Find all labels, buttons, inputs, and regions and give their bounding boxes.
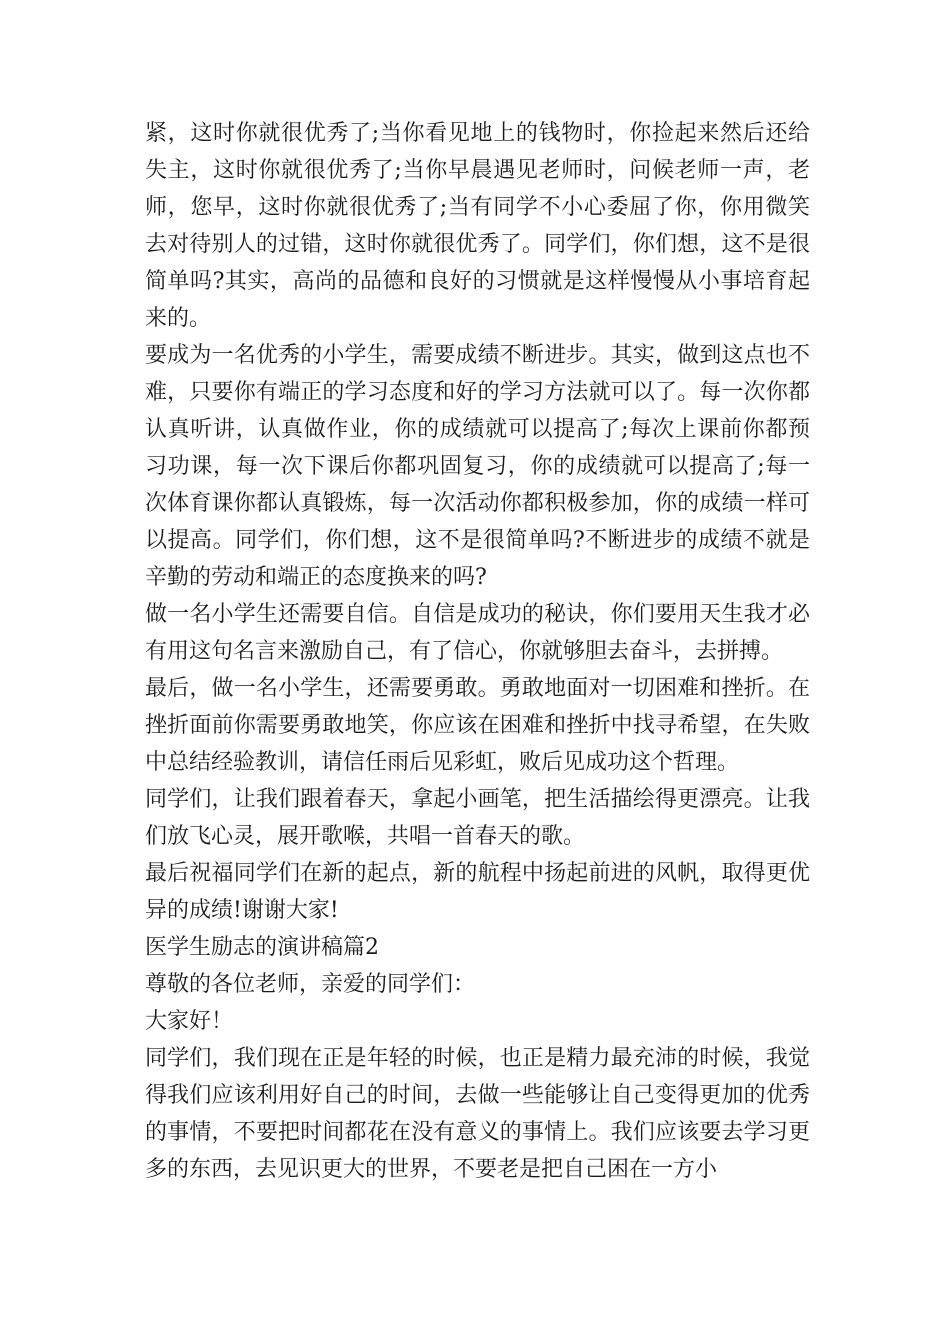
paragraph: 同学们，我们现在正是年轻的时候，也正是精力最充沛的时候，我觉得我们应该利用好自己的时间，去做一些能够让自己变得更加的优秀的事情，不要把时间都花在没有意义的事情上。我们应该要去学习更多的东西，去见识更大的世界，不要老是把自己困在一方小 (145, 1046, 810, 1182)
paragraph: 最后，做一名小学生，还需要勇敢。勇敢地面对一切困难和挫折。在挫折面前你需要勇敢地笑，你应该在困难和挫折中找寻希望，在失败中总结经验教训，请信任雨后见彩虹，败后见成功这个哲理。 (145, 676, 810, 775)
paragraph: 要成为一名优秀的小学生，需要成绩不断进步。其实，做到这点也不难，只要你有端正的学习态度和好的学习方法就可以了。每一次你都认真听讲，认真做作业，你的成绩就可以提高了;每次上课前你都预习功课，每一次下课后你都巩固复习，你的成绩就可以提高了;每一次体育课你都认真锻炼，每一次活动你都积极参加，你的成绩一样可以提高。同学们，你们想，这不是很简单吗?不断进步的成绩不就是辛勤的劳动和端正的态度换来的吗? (145, 343, 810, 590)
paragraph: 同学们，让我们跟着春天，拿起小画笔，把生活描绘得更漂亮。让我们放飞心灵，展开歌喉，共唱一首春天的歌。 (145, 787, 810, 849)
document-body (145, 115, 810, 1188)
paragraph: 做一名小学生还需要自信。自信是成功的秘诀，你们要用天生我才必有用这句名言来激励自己，有了信心，你就够胆去奋斗，去拼搏。 (145, 602, 810, 664)
greeting: 大家好！ (145, 1009, 234, 1034)
paragraph: 最后祝福同学们在新的起点，新的航程中扬起前进的风帆，取得更优异的成绩!谢谢大家! (145, 861, 810, 923)
paragraph: 紧，这时你就很优秀了;当你看见地上的钱物时，你捡起来然后还给失主，这时你就很优秀了;当你早晨遇见老师时，问候老师一声，老师，您早，这时你就很优秀了;当有同学不小心委屈了你，你用微笑去对待别人的过错，这时你就很优秀了。同学们，你们想，这不是很简单吗?其实，高尚的品德和良好的习惯就是这样慢慢从小事培育起来的。 (145, 121, 810, 331)
section-heading: 医学生励志的演讲稿篇2 (145, 935, 379, 960)
salutation: 尊敬的各位老师，亲爱的同学们： (145, 972, 476, 997)
